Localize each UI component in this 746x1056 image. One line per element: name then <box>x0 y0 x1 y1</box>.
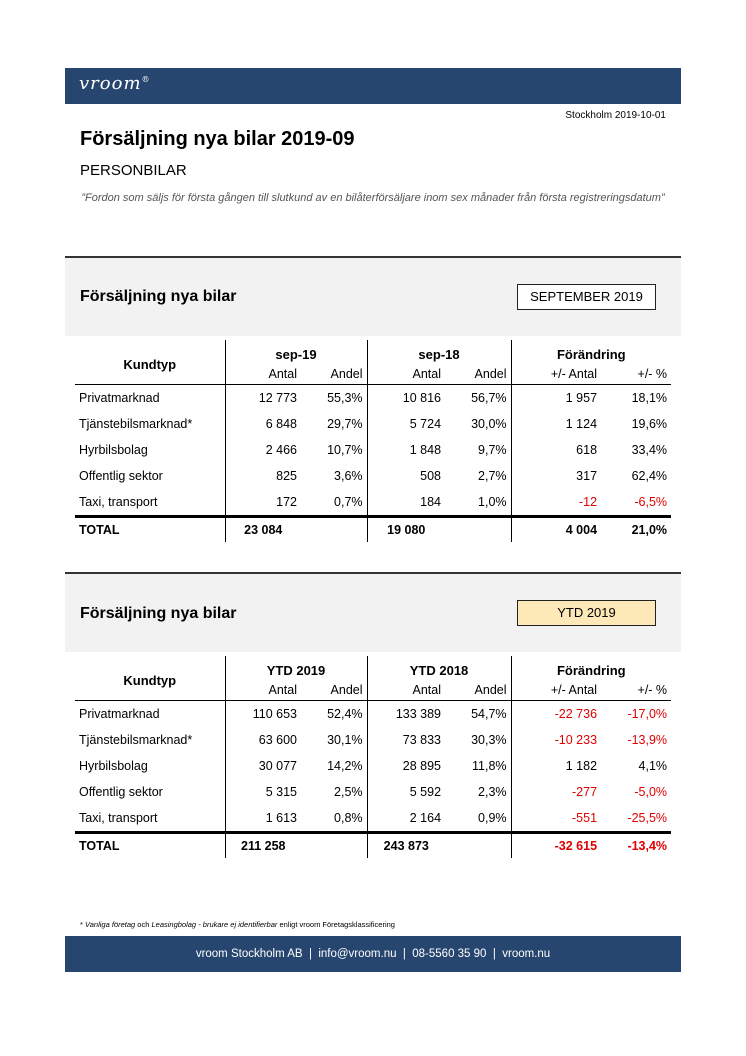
cell-andel-current: 10,7% <box>327 443 363 457</box>
cell-change-pct: -5,0% <box>634 785 668 799</box>
cell-andel-previous: 9,7% <box>478 443 507 457</box>
cell-change-antal: 1 957 <box>511 385 601 412</box>
cell-change-pct: 62,4% <box>631 469 668 483</box>
cell-andel-previous: 11,8% <box>472 759 507 773</box>
cell-change-pct: -6,5% <box>634 495 668 509</box>
col-andel: Andel <box>445 680 511 701</box>
section2-header <box>65 574 681 652</box>
col-antal: Antal <box>367 364 445 385</box>
row-label: Tjänstebilsmarknad* <box>79 733 193 747</box>
footer-phone: 08-5560 35 90 <box>412 948 487 960</box>
col-group-previous: YTD 2018 <box>367 656 511 680</box>
table-row <box>75 701 671 728</box>
page-title: Försäljning nya bilar 2019-09 <box>80 128 355 150</box>
row-label: Privatmarknad <box>79 391 160 405</box>
total-andel-previous-empty <box>445 517 511 543</box>
col-group-change: Förändring <box>511 656 671 680</box>
table-row <box>75 779 671 805</box>
total-antal-previous: 243 873 <box>367 833 445 859</box>
cell-andel-previous: 1,0% <box>478 495 507 509</box>
cell-change-pct: -25,5% <box>627 811 668 825</box>
cell-andel-current: 0,8% <box>334 811 363 825</box>
total-label: TOTAL <box>75 517 225 543</box>
total-antal-current: 211 258 <box>225 833 301 859</box>
cell-antal-current: 825 <box>225 463 301 489</box>
table-row <box>75 727 671 753</box>
total-andel-current-empty <box>301 517 367 543</box>
table-row <box>75 463 671 489</box>
cell-antal-current: 110 653 <box>225 701 301 728</box>
footnote-part4: enligt vroom Företagsklassificering <box>279 920 395 929</box>
cell-antal-current: 2 466 <box>225 437 301 463</box>
section1-title: Försäljning nya bilar <box>80 288 237 305</box>
section1-header-row1 <box>75 340 671 364</box>
table-row <box>75 489 671 517</box>
cell-andel-current: 52,4% <box>327 707 363 721</box>
cell-andel-current: 55,3% <box>327 391 363 405</box>
cell-andel-previous: 30,3% <box>471 733 507 747</box>
total-row <box>75 517 671 543</box>
table-row <box>75 805 671 833</box>
footnote-star: * <box>80 920 83 929</box>
col-antal: Antal <box>367 680 445 701</box>
col-kundtyp: Kundtyp <box>75 656 225 701</box>
footnote-part2: och <box>137 920 150 929</box>
row-label: Offentlig sektor <box>79 469 163 483</box>
cell-change-antal: 317 <box>511 463 601 489</box>
cell-andel-previous: 2,3% <box>478 785 507 799</box>
footer-separator: | <box>308 948 312 960</box>
total-antal-previous: 19 080 <box>367 517 445 543</box>
footer-company: vroom Stockholm AB <box>195 948 303 960</box>
definition-quote: ”Fordon som säljs för första gången till slutkund av en bilåterförsäljare inom sex månader från första registreringsdatum” <box>81 192 665 204</box>
row-label: Taxi, transport <box>79 495 158 509</box>
cell-change-antal: -12 <box>511 489 601 517</box>
cell-antal-previous: 133 389 <box>367 701 445 728</box>
cell-antal-previous: 2 164 <box>367 805 445 833</box>
section1-table <box>75 340 671 542</box>
section2-table <box>75 656 671 858</box>
cell-antal-current: 30 077 <box>225 753 301 779</box>
cell-andel-previous: 30,0% <box>471 417 507 431</box>
page-subtitle: PERSONBILAR <box>80 162 187 179</box>
total-andel-current-empty <box>301 833 367 859</box>
col-group-previous: sep-18 <box>367 340 511 364</box>
total-label: TOTAL <box>75 833 225 859</box>
cell-change-antal: -10 233 <box>511 727 601 753</box>
logo-text: vroom <box>79 73 142 94</box>
cell-andel-previous: 2,7% <box>478 469 507 483</box>
cell-change-antal: -277 <box>511 779 601 805</box>
cell-antal-current: 1 613 <box>225 805 301 833</box>
row-label: Offentlig sektor <box>79 785 163 799</box>
section2-period-box: YTD 2019 <box>517 600 656 626</box>
total-change-pct: -13,4% <box>601 833 671 859</box>
total-change-antal: -32 615 <box>511 833 601 859</box>
cell-change-pct: -17,0% <box>627 707 668 721</box>
footer-email-link[interactable]: info@vroom.nu <box>318 948 397 960</box>
table-row <box>75 411 671 437</box>
cell-antal-current: 63 600 <box>225 727 301 753</box>
footer-bar <box>65 936 681 972</box>
total-change-pct: 21,0% <box>601 517 671 543</box>
date-line: Stockholm 2019-10-01 <box>565 110 666 121</box>
cell-change-pct: 4,1% <box>638 759 668 773</box>
section2-header-row1 <box>75 656 671 680</box>
cell-change-antal: 1 124 <box>511 411 601 437</box>
cell-change-antal: 618 <box>511 437 601 463</box>
footnote <box>80 920 395 929</box>
section2-title: Försäljning nya bilar <box>80 605 237 622</box>
cell-antal-current: 5 315 <box>225 779 301 805</box>
cell-antal-previous: 73 833 <box>367 727 445 753</box>
col-antal: Antal <box>225 680 301 701</box>
col-group-current: sep-19 <box>225 340 367 364</box>
cell-andel-previous: 56,7% <box>471 391 507 405</box>
table-row <box>75 753 671 779</box>
footer-separator: | <box>402 948 406 960</box>
logo-registered-mark: ® <box>141 75 151 84</box>
footer-web-link[interactable]: vroom.nu <box>502 948 551 960</box>
total-change-antal: 4 004 <box>511 517 601 543</box>
col-group-current: YTD 2019 <box>225 656 367 680</box>
col-antal: Antal <box>225 364 301 385</box>
cell-andel-current: 0,7% <box>334 495 363 509</box>
footnote-part1: Vanliga företag <box>85 920 136 929</box>
total-row <box>75 833 671 859</box>
cell-antal-previous: 5 724 <box>367 411 445 437</box>
row-label: Taxi, transport <box>79 811 158 825</box>
table-row <box>75 437 671 463</box>
cell-andel-current: 3,6% <box>334 469 363 483</box>
cell-change-pct: -13,9% <box>627 733 668 747</box>
cell-andel-current: 30,1% <box>327 733 363 747</box>
row-label: Hyrbilsbolag <box>79 759 148 773</box>
col-change-pct: +/- % <box>601 680 671 701</box>
row-label: Hyrbilsbolag <box>79 443 148 457</box>
row-label: Privatmarknad <box>79 707 160 721</box>
table-row <box>75 385 671 412</box>
col-kundtyp: Kundtyp <box>75 340 225 385</box>
cell-andel-previous: 54,7% <box>471 707 507 721</box>
vroom-logo <box>79 73 151 94</box>
col-group-change: Förändring <box>511 340 671 364</box>
cell-change-pct: 33,4% <box>631 443 668 457</box>
cell-antal-current: 6 848 <box>225 411 301 437</box>
cell-antal-previous: 10 816 <box>367 385 445 412</box>
cell-antal-previous: 28 895 <box>367 753 445 779</box>
cell-andel-previous: 0,9% <box>478 811 507 825</box>
col-change-antal: +/- Antal <box>511 680 601 701</box>
cell-antal-current: 172 <box>225 489 301 517</box>
col-change-pct: +/- % <box>601 364 671 385</box>
col-andel: Andel <box>301 364 367 385</box>
col-change-antal: +/- Antal <box>511 364 601 385</box>
cell-change-antal: -22 736 <box>511 701 601 728</box>
cell-change-pct: 18,1% <box>631 391 668 405</box>
cell-andel-current: 2,5% <box>334 785 363 799</box>
section1-header <box>65 258 681 336</box>
footer-separator: | <box>492 948 496 960</box>
col-andel: Andel <box>301 680 367 701</box>
cell-antal-previous: 5 592 <box>367 779 445 805</box>
cell-change-pct: 19,6% <box>631 417 668 431</box>
cell-antal-previous: 184 <box>367 489 445 517</box>
cell-andel-current: 14,2% <box>327 759 363 773</box>
cell-change-antal: -551 <box>511 805 601 833</box>
cell-antal-current: 12 773 <box>225 385 301 412</box>
cell-andel-current: 29,7% <box>327 417 363 431</box>
cell-antal-previous: 508 <box>367 463 445 489</box>
row-label: Tjänstebilsmarknad* <box>79 417 193 431</box>
col-andel: Andel <box>445 364 511 385</box>
total-andel-previous-empty <box>445 833 511 859</box>
total-antal-current: 23 084 <box>225 517 301 543</box>
top-brand-bar <box>65 68 681 104</box>
cell-change-antal: 1 182 <box>511 753 601 779</box>
footnote-part3: Leasingbolag - brukare ej identifierbar <box>151 920 278 929</box>
section1-period-box: SEPTEMBER 2019 <box>517 284 656 310</box>
cell-antal-previous: 1 848 <box>367 437 445 463</box>
